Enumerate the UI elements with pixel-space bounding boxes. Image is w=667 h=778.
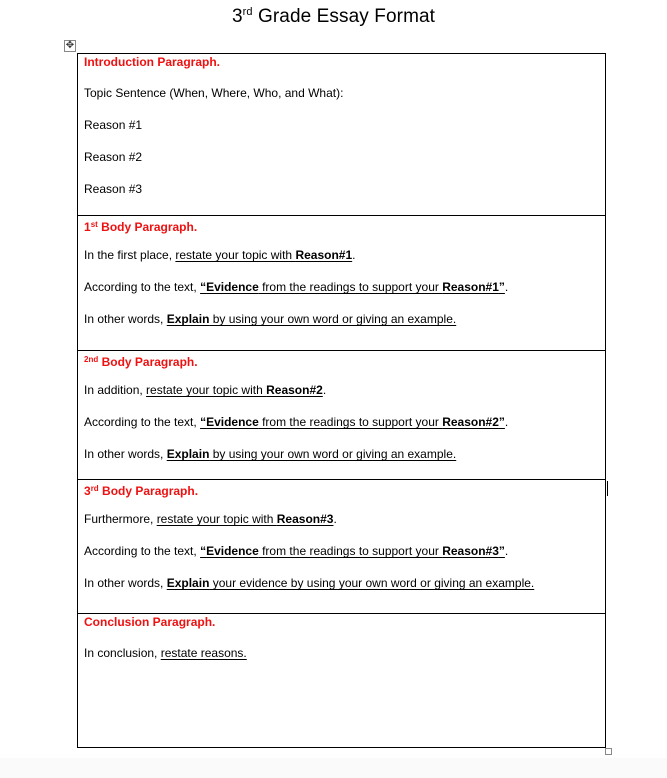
intro-cell[interactable]: [78, 54, 605, 215]
body-3-heading: 3rd Body Paragraph.: [84, 484, 199, 498]
body-1-line-3: In other words, Explain by using your own word or giving an example.: [84, 312, 457, 326]
body-2-line-3: In other words, Explain by using your own word or giving an example.: [84, 447, 457, 461]
reason-3-line: Reason #3: [84, 182, 143, 196]
document-title: [0, 6, 667, 28]
topic-sentence-line: Topic Sentence (When, Where, Who, and What):: [84, 86, 344, 100]
title-number: 3: [231, 6, 243, 27]
body-2-line-2: According to the text, “Evidence from the readings to support your Reason#2”.: [84, 415, 509, 429]
body-3-line-2: According to the text, “Evidence from the readings to support your Reason#3”.: [84, 544, 509, 558]
table-resize-handle-icon[interactable]: [605, 748, 612, 755]
table-move-handle-icon[interactable]: ✥: [65, 40, 75, 51]
conclusion-cell[interactable]: [78, 613, 605, 747]
title-ordinal: rd: [242, 6, 253, 18]
body-1-line-2: According to the text, “Evidence from the readings to support your Reason#1”.: [84, 280, 509, 294]
body-3-line-3: In other words, Explain your evidence by using your own word or giving an example.: [84, 576, 535, 590]
body-3-line-1: Furthermore, restate your topic with Reason#3.: [84, 512, 337, 526]
body-2-line-1: In addition, restate your topic with Reason#2.: [84, 383, 327, 397]
conclusion-line-1: In conclusion, restate reasons.: [84, 646, 247, 660]
body-1-line-1: In the first place, restate your topic with Reason#1.: [84, 248, 356, 262]
essay-format-table: [77, 53, 606, 748]
body-3-cell[interactable]: [78, 479, 605, 613]
text-cursor: [607, 481, 608, 496]
reason-1-line: Reason #1: [84, 118, 143, 132]
reason-2-line: Reason #2: [84, 150, 143, 164]
body-2-cell[interactable]: [78, 350, 605, 479]
body-1-cell[interactable]: [78, 215, 605, 350]
intro-heading: Introduction Paragraph.: [84, 55, 221, 69]
page-bottom-edge: [0, 758, 667, 778]
conclusion-heading: Conclusion Paragraph.: [84, 615, 216, 629]
body-1-heading: 1st Body Paragraph.: [84, 220, 198, 234]
body-2-heading: $^{2nd}$ Body Paragraph.: [84, 355, 198, 369]
title-text: Grade Essay Format: [252, 6, 436, 27]
